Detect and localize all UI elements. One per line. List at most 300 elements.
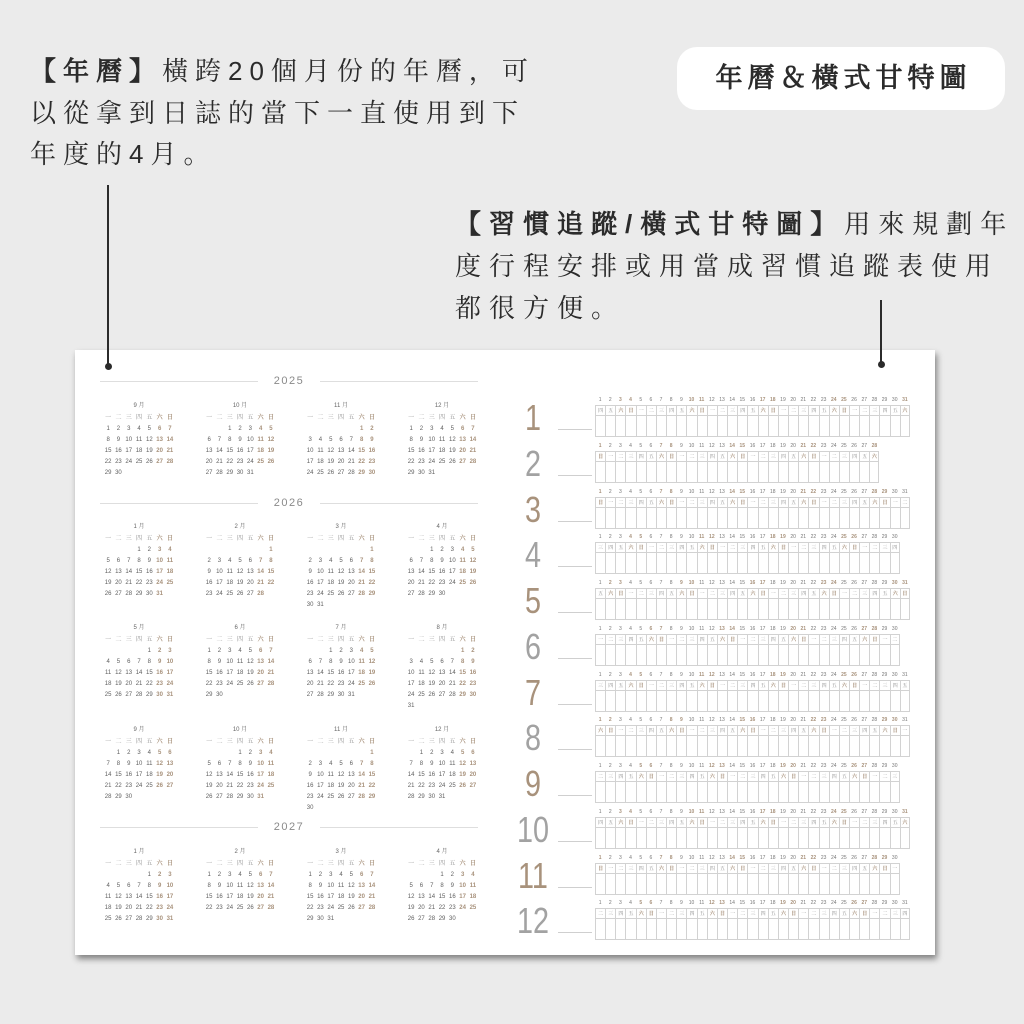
weekday-cell: 三 [727,817,737,828]
weekday-cell: 六 [859,634,869,645]
weekday-cell: 日 [839,405,849,416]
day-number: 8 [669,854,673,861]
date-cell: 7 [258,558,263,564]
date-cell: 1 [106,426,110,432]
date-cell: 20 [257,670,264,676]
weekday-cell: 一 [595,634,605,645]
day-number: 18 [770,397,776,403]
tracker-cell [676,462,686,483]
day-number: 29 [881,397,888,403]
weekday-cell: 三 [686,634,696,645]
day-number: 4 [629,763,632,769]
day-number: 22 [810,854,817,861]
tracker-cell [717,553,727,574]
day-number: 26 [851,397,857,403]
day-number: 3 [619,900,622,907]
tracker-cell [819,508,829,529]
weekday-cell: 四 [819,680,829,691]
planner-page [75,350,935,955]
date-cell: 5 [116,883,121,889]
tracker-cell [625,599,635,620]
date-cell: 23 [306,591,314,597]
description-line: 以從拿到日誌的當下一直使用到下 [30,97,526,128]
weekday-cell: 二 [788,405,798,416]
tracker-cell [727,828,737,849]
date-cell: 27 [438,692,446,698]
date-cell: 18 [135,448,143,454]
date-cell: 27 [115,591,122,597]
weekday-cell: 六 [808,725,818,736]
tracker-cell [737,508,747,529]
tracker-cell [849,828,859,849]
date-cell: 17 [438,772,446,778]
weekday-cell: 六 [768,542,778,553]
date-cell: 26 [205,794,213,800]
weekday-cell: 六 [829,817,839,828]
day-number: 30 [891,625,898,632]
date-cell: 11 [438,437,446,443]
weekday-cell: 三 [839,451,849,462]
tracker-cell [758,553,768,574]
date-cell: 22 [205,905,213,911]
date-cell: 9 [419,437,424,443]
month-label: 9 月 [133,727,145,733]
tracker-cell [829,782,839,803]
tracker-cell [778,553,788,574]
date-cell: 29 [459,692,466,698]
date-cell: 26 [428,692,436,698]
date-cell: 26 [236,591,244,597]
weekday-cell: 二 [829,863,839,874]
weekday-cell: 日 [625,817,635,828]
date-cell: 1 [370,750,374,756]
tracker-cell [697,919,707,940]
weekday-header: 五 [449,861,456,867]
weekday-cell: 四 [605,542,615,553]
day-number: 7 [659,900,663,907]
tracker-cell [829,416,839,437]
day-number: 27 [861,488,868,495]
month-label: 5 月 [133,625,145,631]
weekday-cell: 三 [737,680,747,691]
day-number: 28 [871,488,878,495]
weekday-cell: 日 [879,863,889,874]
day-number: 8 [669,534,673,541]
day-number: 19 [780,671,786,678]
tracker-cell [900,828,910,849]
weekday-cell: 日 [778,542,788,553]
date-cell: 4 [460,547,465,553]
date-cell: 24 [428,459,436,465]
weekday-cell: 三 [676,908,686,919]
date-cell: 27 [156,459,163,465]
date-cell: 25 [327,591,335,597]
date-cell: 23 [145,580,153,586]
date-cell: 27 [125,916,133,922]
weekday-cell: 日 [676,725,686,736]
date-cell: 31 [246,470,254,476]
day-number: 13 [719,580,725,586]
date-cell: 25 [236,681,244,687]
weekday-header: 四 [338,739,345,745]
date-cell: 12 [469,558,477,564]
date-cell: 5 [157,750,162,756]
day-number: 15 [739,534,746,541]
weekday-cell: 四 [778,863,788,874]
date-cell: 8 [137,558,141,564]
date-cell: 26 [347,905,355,911]
weekday-cell: 三 [666,542,676,553]
weekday-header: 一 [408,739,415,745]
weekday-cell: 五 [798,725,808,736]
date-cell: 30 [115,470,122,476]
date-cell: 8 [440,883,444,889]
day-number: 27 [861,534,868,541]
tracker-cell [869,691,879,712]
date-cell: 10 [327,883,335,889]
tracker-cell [707,691,717,712]
weekday-cell: 五 [778,634,788,645]
weekday-cell: 日 [707,542,717,553]
tracker-cell [686,874,696,895]
day-number: 21 [800,808,807,815]
day-number: 14 [729,534,735,541]
day-number: 9 [679,580,683,586]
day-number: 5 [639,442,643,449]
weekday-cell: 二 [808,771,818,782]
weekday-cell: 五 [717,497,727,508]
tracker-cell [727,599,737,620]
weekday-cell: 一 [879,634,889,645]
tracker-cell [829,828,839,849]
date-cell: 1 [329,648,333,654]
tracker-cell [849,553,859,574]
tracker-cell [646,919,656,940]
date-cell: 23 [337,681,345,687]
day-number: 29 [881,808,888,815]
weekday-cell: 三 [879,680,889,691]
date-cell: 14 [125,569,133,575]
tracker-cell [676,874,686,895]
date-cell: 30 [306,602,314,608]
day-number: 7 [659,534,663,541]
weekday-cell: 六 [869,451,879,462]
weekday-cell: 一 [859,542,869,553]
weekday-cell: 二 [717,405,727,416]
weekday-cell: 一 [737,634,747,645]
day-number: 15 [739,808,746,815]
day-number: 27 [861,442,868,449]
month-rule-line [558,521,592,522]
date-cell: 21 [358,580,365,586]
date-cell: 22 [407,459,415,465]
weekday-cell: 二 [595,908,605,919]
weekday-header: 三 [125,536,132,542]
date-cell: 28 [135,916,143,922]
date-cell: 13 [115,569,122,575]
day-number: 21 [800,397,807,403]
date-cell: 28 [407,794,415,800]
weekday-cell: 四 [676,680,686,691]
tracker-cell [666,508,676,529]
date-cell: 29 [368,794,376,800]
date-cell: 12 [337,772,345,778]
date-cell: 29 [368,591,376,597]
date-cell: 28 [166,459,174,465]
day-number: 21 [800,717,807,724]
tracker-cell [727,736,737,757]
tracker-cell [819,599,829,620]
weekday-cell: 一 [839,588,849,599]
month-label: 3 月 [335,849,347,855]
tracker-cell [727,508,737,529]
tracker-cell [605,553,615,574]
day-number: 11 [699,671,705,678]
weekday-header: 二 [317,415,324,421]
tracker-cell [747,553,757,574]
weekday-cell: 六 [849,908,859,919]
weekday-cell: 二 [666,771,676,782]
date-cell: 13 [469,761,477,767]
tracker-cell [747,736,757,757]
day-number: 4 [629,534,632,541]
weekday-header: 四 [136,739,143,745]
tracker-cell [879,919,889,940]
tracker-cell [869,919,879,940]
date-cell: 6 [157,426,162,432]
date-cell: 28 [428,916,436,922]
day-number: 25 [841,717,847,724]
date-cell: 21 [257,580,264,586]
date-cell: 21 [135,681,143,687]
tracker-cell [859,919,869,940]
weekday-cell: 二 [707,588,717,599]
date-cell: 21 [347,459,355,465]
day-number: 17 [759,671,766,678]
tracker-cell [737,828,747,849]
weekday-header: 六 [156,739,163,745]
tracker-cell [788,736,798,757]
date-cell: 5 [248,648,252,654]
tracker-cell [666,828,676,849]
weekday-header: 五 [348,861,355,867]
tracker-cell [869,553,879,574]
date-cell: 12 [236,569,244,575]
date-cell: 24 [166,905,174,911]
day-number: 3 [619,488,622,495]
weekday-cell: 四 [686,771,696,782]
date-cell: 19 [205,783,213,789]
weekday-header: 五 [348,415,355,421]
day-number: 31 [902,671,908,678]
weekday-cell: 六 [615,817,625,828]
tracker-cell [778,599,788,620]
date-cell: 2 [248,750,252,756]
day-number: 13 [719,717,725,724]
date-cell: 12 [337,569,345,575]
weekday-cell: 六 [768,680,778,691]
day-number: 23 [820,671,827,678]
date-cell: 26 [115,692,122,698]
day-number: 9 [679,808,683,815]
date-cell: 16 [156,894,163,900]
tracker-cell [849,691,859,712]
date-cell: 18 [459,569,466,575]
tracker-cell [615,599,625,620]
date-cell: 16 [448,894,456,900]
weekday-cell: 一 [707,817,717,828]
tracker-cell [717,462,727,483]
weekday-cell: 五 [615,680,625,691]
day-number: 16 [749,397,756,403]
tracker-cell [615,462,625,483]
tracker-cell [859,416,869,437]
tracker-cell [676,736,686,757]
day-number: 14 [729,397,735,403]
tracker-cell [595,736,605,757]
day-number: 1 [598,671,602,678]
date-cell: 9 [147,558,151,564]
day-number: 8 [669,808,673,815]
day-number: 23 [820,717,827,724]
weekday-cell: 五 [839,908,849,919]
weekday-cell: 日 [636,542,646,553]
date-cell: 31 [428,470,436,476]
date-cell: 6 [460,426,465,432]
tracker-cell [768,553,778,574]
weekday-cell: 四 [890,542,900,553]
date-cell: 11 [105,670,112,676]
day-number: 24 [830,763,837,769]
date-cell: 6 [127,883,131,889]
weekday-cell: 二 [869,542,879,553]
date-cell: 6 [217,761,222,767]
tracker-cell [839,599,849,620]
weekday-cell: 五 [636,634,646,645]
day-number: 3 [619,580,622,586]
tracker-cell [890,782,900,803]
date-cell: 15 [368,569,376,575]
tracker-cell [859,782,869,803]
date-cell: 17 [317,580,324,586]
tracker-cell [768,599,778,620]
date-cell: 10 [306,448,314,454]
date-cell: 9 [339,659,343,665]
date-cell: 22 [368,783,376,789]
tracker-cell [727,782,737,803]
weekday-cell: 五 [819,817,829,828]
weekday-cell: 六 [646,634,656,645]
weekday-cell: 四 [646,725,656,736]
day-number: 29 [881,900,888,907]
weekday-cell: 日 [697,817,707,828]
date-cell: 25 [145,783,153,789]
tracker-cell [697,462,707,483]
date-cell: 17 [226,670,234,676]
tracker-cell [879,691,889,712]
tracker-cell [646,691,656,712]
day-number: 24 [830,625,837,632]
date-cell: 28 [347,470,355,476]
date-cell: 1 [116,750,121,756]
weekday-cell: 六 [869,863,879,874]
date-cell: 12 [104,569,112,575]
tracker-cell [778,508,788,529]
date-cell: 9 [217,659,222,665]
date-cell: 25 [104,916,112,922]
date-cell: 2 [308,761,312,767]
weekday-cell: 一 [819,497,829,508]
tracker-cell [808,874,818,895]
weekday-header: 三 [327,415,334,421]
date-cell: 28 [226,794,234,800]
tracker-cell [747,599,757,620]
date-cell: 8 [329,659,333,665]
date-cell: 29 [104,470,112,476]
weekday-header: 四 [439,536,446,542]
date-cell: 23 [156,681,163,687]
date-cell: 8 [370,761,374,767]
date-cell: 14 [317,670,324,676]
weekday-cell: 三 [747,771,757,782]
weekday-cell: 三 [717,588,727,599]
date-cell: 4 [471,872,475,878]
tracker-cell [798,691,808,712]
tracker-cell [636,508,646,529]
date-cell: 17 [428,448,436,454]
tracker-cell [615,919,625,940]
tracker-cell [859,874,869,895]
date-cell: 4 [106,883,110,889]
tracker-cell [666,645,676,666]
date-cell: 31 [327,916,335,922]
weekday-cell: 三 [615,634,625,645]
date-cell: 12 [267,437,275,443]
tracker-cell [869,782,879,803]
weekday-header: 二 [115,536,122,542]
weekday-cell: 日 [798,634,808,645]
date-cell: 8 [147,659,151,665]
date-cell: 1 [207,872,211,878]
date-cell: 31 [438,794,446,800]
month-number: 6 [524,625,542,667]
day-number: 9 [679,534,683,541]
weekday-cell: 二 [808,908,818,919]
day-number: 10 [688,397,695,403]
date-cell: 2 [440,547,444,553]
day-number: 12 [709,488,715,495]
date-cell: 10 [438,761,446,767]
date-cell: 20 [125,681,133,687]
date-cell: 24 [327,905,335,911]
tracker-cell [788,691,798,712]
date-cell: 10 [317,569,324,575]
date-cell: 30 [246,794,254,800]
day-number: 21 [800,488,807,495]
tracker-cell [859,599,869,620]
date-cell: 8 [207,883,211,889]
weekday-header: 三 [327,536,334,542]
day-number: 17 [759,397,766,403]
weekday-cell: 四 [849,497,859,508]
date-cell: 23 [448,905,456,911]
weekday-cell: 六 [829,405,839,416]
tracker-cell [839,553,849,574]
day-number: 6 [649,900,653,907]
tracker-cell [646,874,656,895]
date-cell: 10 [166,659,174,665]
date-cell: 31 [156,591,163,597]
